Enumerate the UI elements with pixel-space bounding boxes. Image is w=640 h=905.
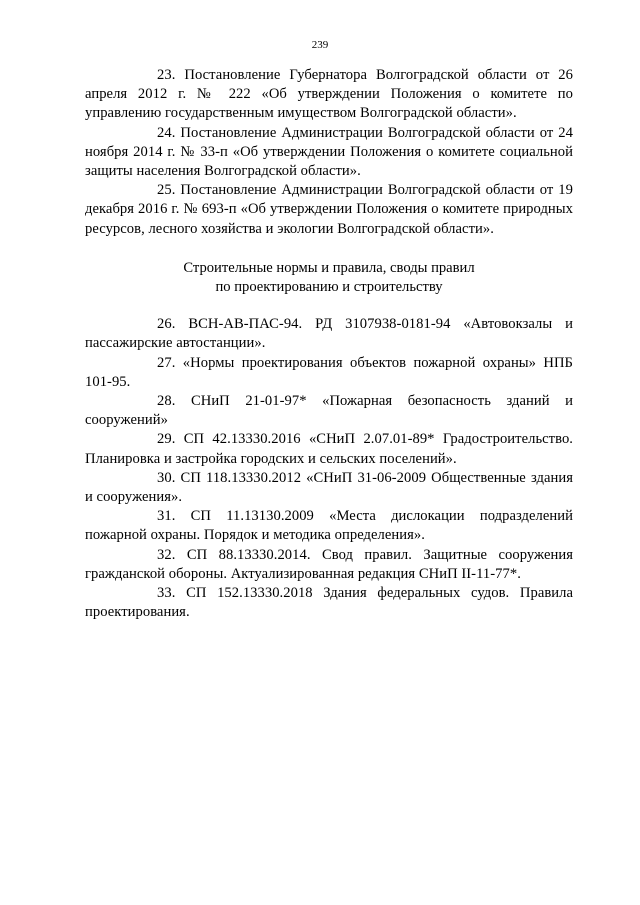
item-text: СП 152.13330.2018 Здания федеральных судов. Правила проектирования. [85,585,574,621]
section-heading [85,259,573,297]
list-item [85,181,573,239]
list-item [85,315,573,353]
list-item [85,124,573,182]
item-text: Постановление Администрации Волгоградской области от 19 декабря 2016 г. № 693-п «Об утверждении Положения о комитете природных ресурсов, лесного хозяйства и экологии Волгоградской области». [85,182,574,237]
list-item [85,469,573,507]
list-item [85,66,573,124]
item-number: 32. [157,546,176,563]
list-item [85,507,573,545]
list-item [85,392,573,430]
item-number: 26. [157,316,176,333]
item-number: 31. [157,508,176,525]
item-number: 24. [157,124,176,141]
item-text: «Нормы проектирования объектов пожарной охраны» НПБ 101-95. [85,354,573,390]
item-number: 25. [157,182,176,199]
list-item [85,584,573,622]
item-text: СНиП 21-01-97* «Пожарная безопасность зданий и сооружений» [85,393,574,429]
section-heading-line-2: по проектированию и строительству [215,279,443,296]
page-number: 239 [311,39,329,51]
item-text: СП 11.13130.2009 «Места дислокации подразделений пожарной охраны. Порядок и методика определения». [85,508,573,544]
item-text: ВСН-АВ-ПАС-94. РД 3107938-0181-94 «Автовокзалы и пассажирские автостанции». [85,316,573,352]
list-item [85,354,573,392]
section-heading-line-1: Строительные нормы и правила, своды правил [183,259,475,276]
list-item [85,430,573,468]
item-text: СП 42.13330.2016 «СНиП 2.07.01-89* Градостроительство. Планировка и застройка городских и сельских поселений». [85,431,573,467]
document-body [85,66,573,622]
item-number: 29. [157,431,176,448]
item-text: СП 88.13330.2014. Свод правил. Защитные сооружения гражданской обороны. Актуализированная редакция СНиП II-11-77*. [85,546,573,582]
item-number: 27. [157,354,176,371]
item-number: 23. [157,67,176,83]
item-number: 33. [157,585,176,602]
item-number: 28. [157,393,176,410]
item-number: 30. [157,469,176,486]
list-item [85,546,573,584]
item-text: Постановление Губернатора Волгоградской области от 26 апреля 2012 г. № 222 «Об утверждении Положения о комитете по управлению государственным имуществом Волгоградской области». [85,67,573,122]
item-text: СП 118.13330.2012 «СНиП 31-06-2009 Общественные здания и сооружения». [85,469,573,506]
item-text: Постановление Администрации Волгоградской области от 24 ноября 2014 г. № 33-п «Об утверждении Положения о комитете социальной защиты населения Волгоградской области». [85,124,574,180]
